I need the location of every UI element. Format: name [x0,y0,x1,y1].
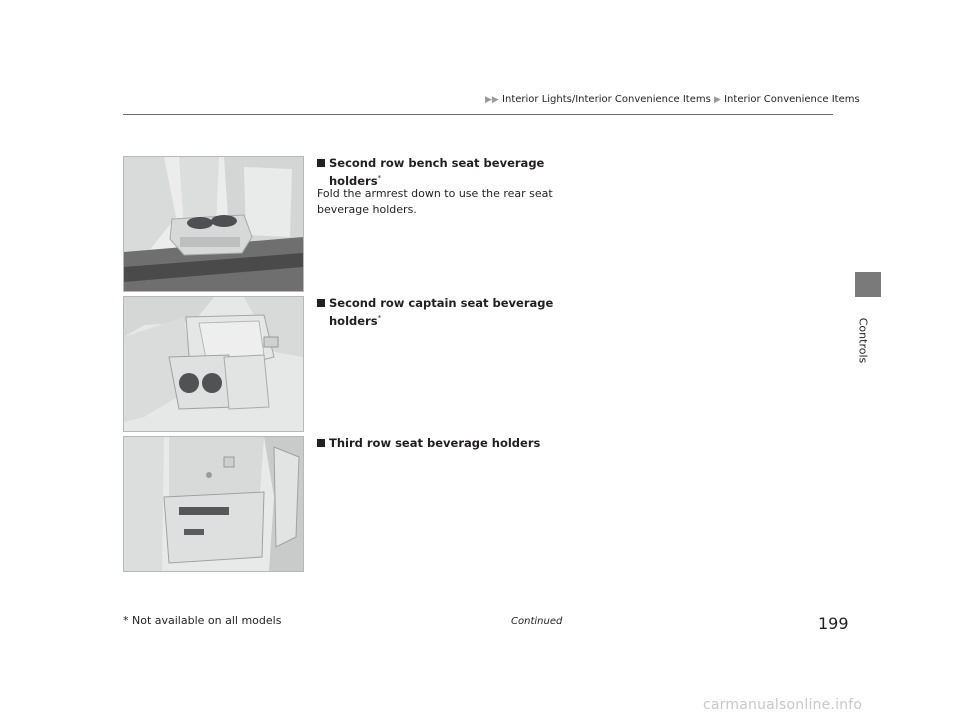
third-row-holders-image [123,436,304,572]
breadcrumb-item-1[interactable]: Interior Lights/Interior Convenience Items [502,94,711,105]
section-body-bench: Fold the armrest down to use the rear seat beverage holders. [317,187,553,216]
arrow-icon: ▶▶ [485,95,499,105]
section-title-bench: Second row bench seat beverage holders* [317,156,544,189]
section-tab-label: Controls [856,317,870,364]
bullet-square-icon [317,159,325,167]
page-number: 199 [818,614,849,633]
header-divider [123,114,833,115]
footnote-marker: * [377,314,382,322]
captain-seat-holders-image [123,296,304,432]
watermark: carmanualsonline.info [703,697,863,713]
footnote: * Not available on all models [123,614,282,627]
footnote-marker: * [377,174,382,182]
bullet-square-icon [317,439,325,447]
bullet-square-icon [317,299,325,307]
bench-seat-holders-image [123,156,304,292]
breadcrumb-item-2[interactable]: Interior Convenience Items [724,94,860,105]
section-title-captain: Second row captain seat beverage holders* [317,296,553,329]
section-title-third-row: Third row seat beverage holders [317,436,540,451]
arrow-icon: ▶ [714,95,721,105]
breadcrumb [485,94,860,105]
continued-label: Continued [511,616,563,627]
section-tab[interactable] [855,272,881,297]
